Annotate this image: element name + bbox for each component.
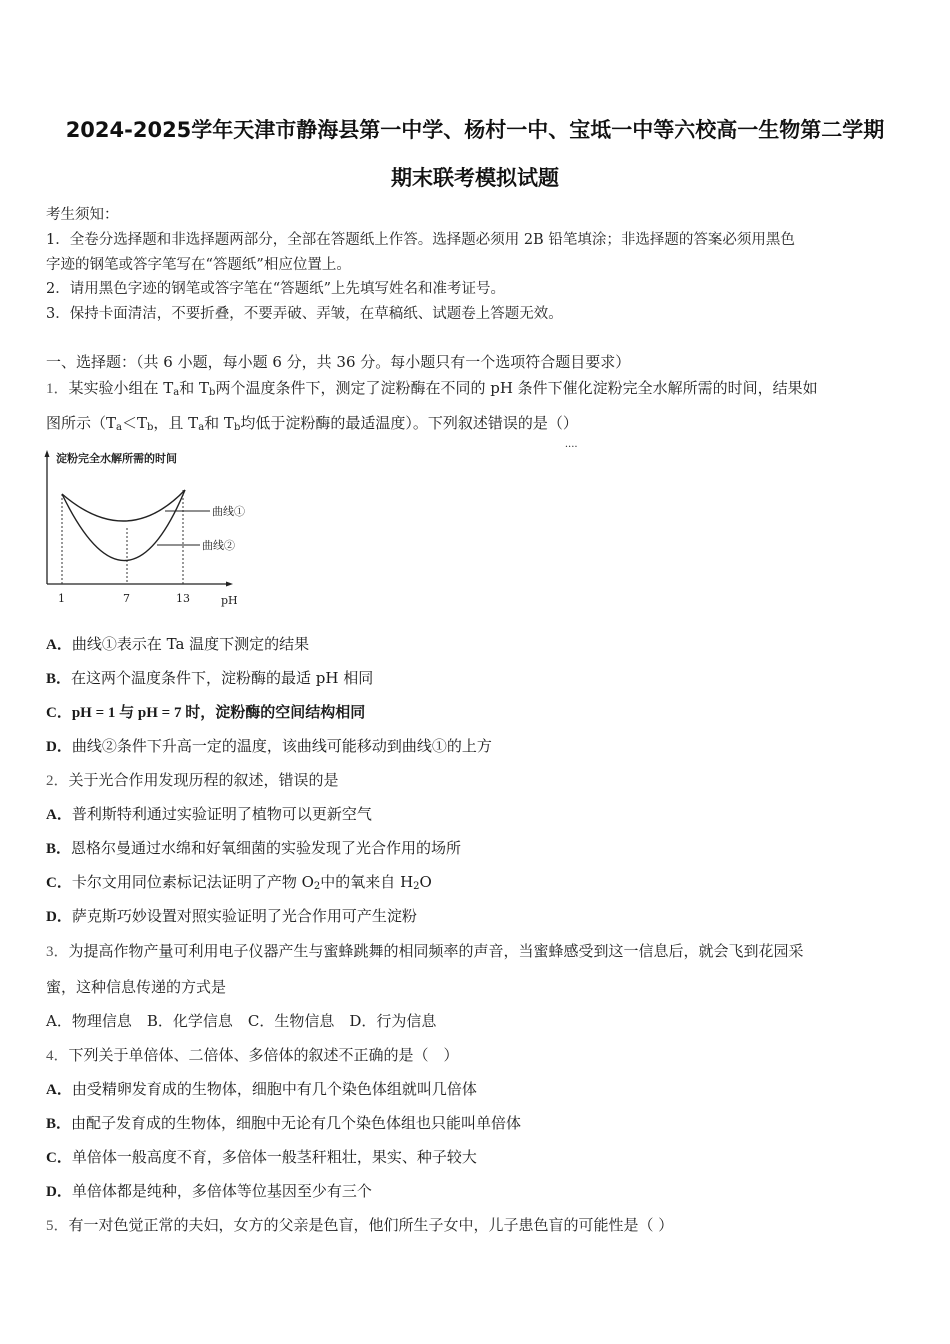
q4-option-b[interactable]: B．由配子发育成的生物体，细胞中无论有几个染色体组也只能叫单倍体 bbox=[46, 1114, 522, 1132]
document-title-line1: 2024-2025学年天津市静海县第一中学、杨村一中、宝坻一中等六校高一生物第二学期 bbox=[65, 118, 885, 142]
question-4-stem: 4．下列关于单倍体、二倍体、多倍体的叙述不正确的是（ ） bbox=[46, 1046, 459, 1064]
section-heading: 一、选择题：（共 6 小题，每小题 6 分，共 36 分。每小题只有一个选项符合题目要求） bbox=[46, 353, 631, 371]
x-tick-1: 1 bbox=[58, 592, 65, 605]
x-axis-arrow-icon bbox=[226, 582, 233, 587]
q2-option-c[interactable]: C．卡尔文用同位素标记法证明了产物 $O_2$中的氧来自 $H_2O$ bbox=[46, 873, 432, 892]
q1-option-d[interactable]: D．曲线②条件下升高一定的温度，该曲线可能移动到曲线①的上方 bbox=[46, 737, 492, 755]
q1-option-a[interactable]: A．曲线①表示在 Ta 温度下测定的结果 bbox=[46, 635, 310, 653]
document-title-line2: 期末联考模拟试题 bbox=[391, 166, 559, 190]
question-1-stem-line1: 1．某实验小组在 $T_a$和 $T_b$两个温度条件下，测定了淀粉酶在不同的 pH 条件下催化淀粉完全水解所需的时间，结果如 bbox=[46, 379, 818, 398]
notice-item-3: 3．保持卡面清洁，不要折叠，不要弄破、弄皱，在草稿纸、试题卷上答题无效。 bbox=[46, 306, 563, 322]
x-tick-13: 13 bbox=[176, 592, 190, 605]
x-tick-7: 7 bbox=[123, 592, 130, 605]
question-number: 1． bbox=[46, 381, 69, 397]
q2-option-a[interactable]: A．普利斯特利通过实验证明了植物可以更新空气 bbox=[46, 805, 372, 823]
notice-heading: 考生须知： bbox=[46, 207, 119, 223]
q4-option-a[interactable]: A．由受精卵发育成的生物体，细胞中有几个染色体组就叫几倍体 bbox=[46, 1080, 477, 1098]
curve-2-label: 曲线② bbox=[202, 539, 235, 552]
x-axis-label: pH bbox=[221, 594, 238, 607]
y-axis-label: 淀粉完全水解所需的时间 bbox=[56, 452, 177, 465]
q1-option-c[interactable]: C．pH = 1 与 pH = 7 时，淀粉酶的空间结构相同 bbox=[46, 705, 366, 721]
question-3-stem-line1: 3．为提高作物产量可利用电子仪器产生与蜜蜂跳舞的相同频率的声音，当蜜蜂感受到这一信息后，就会飞到花园采 bbox=[46, 942, 804, 960]
notice-item-1-cont: 字迹的钢笔或答字笔写在“答题纸”相应位置上。 bbox=[46, 257, 351, 273]
question-3-options[interactable]: A．物理信息 B．化学信息 C．生物信息 D．行为信息 bbox=[46, 1012, 437, 1030]
q1-option-b[interactable]: B．在这两个温度条件下，淀粉酶的最适 pH 相同 bbox=[46, 669, 374, 687]
notice-item-1: 1．全卷分选择题和非选择题两部分，全部在答题纸上作答。选择题必须用 2B 铅笔填涂；非选择题的答案必须用黑色 bbox=[46, 232, 795, 248]
notice-item-2: 2．请用黑色字迹的钢笔或答字笔在“答题纸”上先填写姓名和准考证号。 bbox=[46, 281, 506, 297]
question-5-stem: 5．有一对色觉正常的夫妇，女方的父亲是色盲，他们所生子女中，儿子患色盲的可能性是（ ） bbox=[46, 1216, 674, 1234]
curve-2 bbox=[62, 490, 185, 561]
q2-option-d[interactable]: D．萨克斯巧妙设置对照实验证明了光合作用可产生淀粉 bbox=[46, 907, 417, 925]
q2-option-b[interactable]: B．恩格尔曼通过水绵和好氧细菌的实验发现了光合作用的场所 bbox=[46, 839, 462, 857]
question-2-stem: 2．关于光合作用发现历程的叙述，错误的是 bbox=[46, 771, 339, 789]
question-3-stem-line2: 蜜，这种信息传递的方式是 bbox=[46, 978, 227, 996]
q4-option-d[interactable]: D．单倍体都是纯种，多倍体等位基因至少有三个 bbox=[46, 1182, 372, 1200]
enzyme-ph-chart bbox=[30, 445, 270, 615]
y-axis-arrow-icon bbox=[45, 450, 50, 457]
curve-1 bbox=[62, 490, 185, 521]
curve-1-label: 曲线① bbox=[212, 505, 245, 518]
question-1-stem-line2: 图所示（$T_a<T_b$，且 $T_a$和 $T_b$均低于淀粉酶的最适温度）。下列叙述错误的是（） bbox=[46, 414, 578, 433]
q4-option-c[interactable]: C．单倍体一般高度不育，多倍体一般茎秆粗壮，果实、种子较大 bbox=[46, 1148, 477, 1166]
